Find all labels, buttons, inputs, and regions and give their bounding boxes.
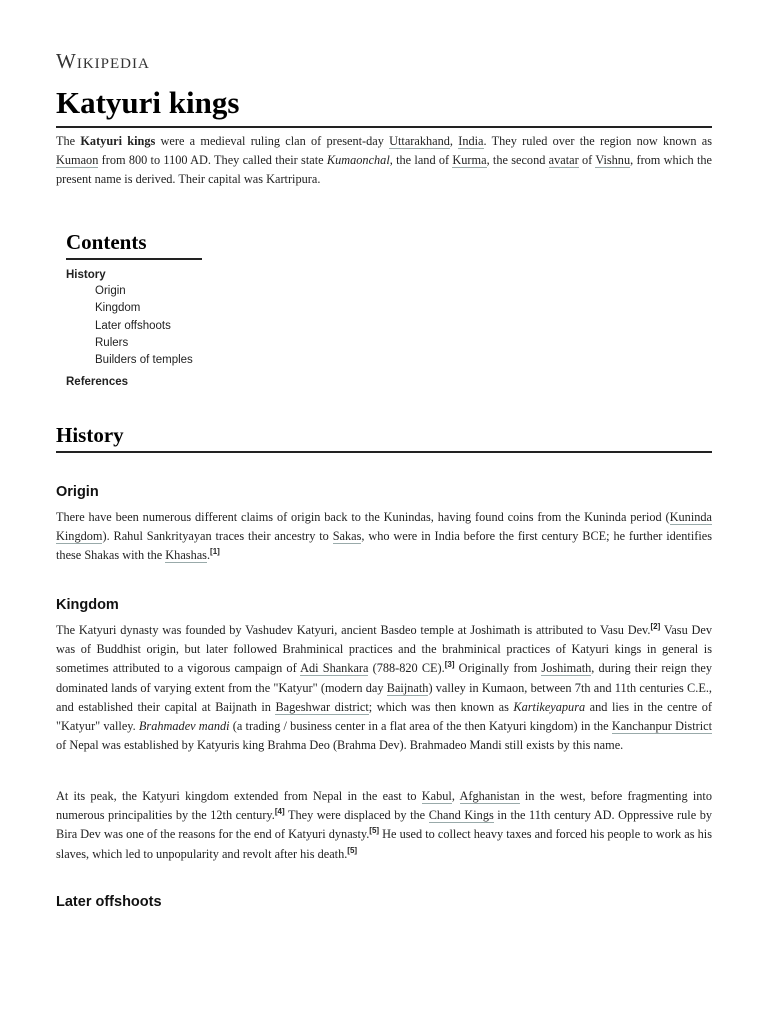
text: . — [206, 548, 211, 563]
link-baijnath[interactable]: Baijnath — [386, 680, 429, 695]
kingdom-paragraph-1 — [56, 621, 712, 755]
text: were a medieval ruling clan of present-day — [155, 134, 390, 148]
text: ). Rahul Sankrityayan traces their ancestry to — [102, 529, 333, 544]
subsection-heading-kingdom: Kingdom — [56, 597, 119, 613]
text: , during their reign they dominated lands of varying extent from the "Katyur" (modern day — [56, 661, 712, 695]
toc-item-origin[interactable]: Origin — [95, 285, 126, 297]
toc-item-later-offshoots[interactable]: Later offshoots — [95, 319, 171, 332]
text: At its peak, the Katyuri kingdom extended from Nepal in the east to — [56, 789, 422, 803]
link-kanchanpur-district[interactable]: Kanchanpur District — [611, 719, 712, 734]
text: (a trading / business center in a flat area of the then Katyuri kingdom) in the — [229, 719, 612, 734]
subsection-heading-origin: Origin — [56, 484, 99, 500]
italic-term: Brahmadev mandi — [138, 719, 230, 734]
link-kumaon[interactable]: Kumaon — [56, 153, 99, 168]
text: and lies in the centre of "Katyur" valley. — [56, 699, 712, 734]
link-bageshwar-district[interactable]: Bageshwar district — [275, 699, 369, 714]
text: of Nepal was established by Katyuris king Brahma Deo (Brahma Dev). Brahmadeo Mandi still exists by this name. — [56, 738, 624, 753]
text: , from which the present name is derived. Their capital was Kartripura. — [56, 153, 713, 187]
toc-item-rulers[interactable]: Rulers — [95, 336, 129, 349]
link-vishnu[interactable]: Vishnu — [595, 153, 631, 168]
link-khashas[interactable]: Khashas — [165, 548, 207, 563]
link-sakas[interactable]: Sakas — [332, 529, 362, 544]
page-title: Katyuri kings — [56, 84, 712, 128]
text: The Katyuri dynasty was founded by Vashudev Katyuri, ancient Basdeo temple at Joshimath is attributed to Vasu Dev. — [56, 623, 651, 637]
italic-term: Kartikeyapura — [513, 699, 586, 714]
text: in the west, before fragmenting into numerous principalities by the 12th century. — [56, 789, 712, 823]
link-chand-kings[interactable]: Chand Kings — [428, 808, 494, 823]
reference-link[interactable]: [2] — [650, 621, 661, 631]
text: ) valley in Kumaon, between 7th and 11th centuries C.E., and established their capital at Baijnath in — [56, 680, 712, 714]
table-of-contents — [66, 228, 266, 390]
intro-paragraph — [56, 132, 712, 190]
reference-link[interactable]: [5] — [347, 845, 358, 855]
text: There have been numerous different claims of origin back to the Kunindas, having found coins from the Kuninda period ( — [56, 510, 670, 524]
italic-term: Kumaonchal — [326, 153, 390, 168]
text: , — [451, 789, 460, 803]
toc-title: Contents — [66, 228, 202, 260]
reference-link[interactable]: [1] — [210, 547, 220, 557]
origin-paragraph — [56, 508, 712, 566]
reference-link[interactable]: [4] — [274, 807, 285, 817]
kingdom-paragraph-2 — [56, 787, 712, 864]
text: They were displaced by the — [284, 808, 429, 823]
text: Vasu Dev was of Buddhist origin, but later followed Brahminical practices and the brahminical practices of Katyuri kings in general is sometimes attributed to a vigorous campaign of — [56, 623, 712, 676]
text: , who were in India before the first century BCE; he further identifies these Shakas with the — [56, 529, 712, 563]
link-india[interactable]: India — [458, 134, 484, 148]
link-adi-shankara[interactable]: Adi Shankara — [300, 661, 369, 676]
text: of — [578, 153, 596, 168]
text: , the land of — [389, 153, 453, 168]
link-joshimath[interactable]: Joshimath — [541, 661, 592, 676]
link-kuninda-kingdom[interactable]: Kuninda Kingdom — [56, 510, 712, 544]
section-heading-history: History — [56, 421, 712, 453]
text: from 800 to 1100 AD. They called their state — [98, 153, 327, 168]
text: in the 11th century AD. Oppressive rule by Bira Dev was one of the reasons for the end of Katyuri dynasty. — [56, 808, 713, 842]
text: He used to collect heavy taxes and forced his people to work as his slaves, which led to unpopularity and revolt after his death. — [56, 827, 712, 861]
text: , the second — [486, 153, 549, 168]
link-kurma[interactable]: Kurma — [452, 153, 487, 168]
link-uttarakhand[interactable]: Uttarakhand — [389, 134, 450, 148]
link-kabul[interactable]: Kabul — [421, 789, 452, 803]
text: The — [56, 134, 81, 148]
subsection-heading-later-offshoots: Later offshoots — [56, 894, 162, 910]
text: , — [449, 134, 459, 148]
link-afghanistan[interactable]: Afghanistan — [459, 789, 520, 803]
wikipedia-wordmark[interactable]: Wikipedia — [56, 49, 150, 73]
toc-item-builders-of-temples[interactable]: Builders of temples — [95, 354, 193, 367]
text: Originally from — [454, 661, 542, 676]
reference-link[interactable]: [5] — [369, 826, 380, 836]
reference-link[interactable]: [3] — [444, 660, 455, 670]
toc-item-references[interactable]: References — [66, 376, 129, 389]
text: ; which was then known as — [368, 699, 514, 714]
toc-item-history[interactable]: History — [66, 269, 106, 281]
toc-item-kingdom[interactable]: Kingdom — [95, 302, 141, 315]
bold-term: Katyuri kings — [80, 134, 156, 148]
text: (788-820 CE). — [368, 661, 445, 676]
link-avatar[interactable]: avatar — [548, 153, 579, 168]
text: . They ruled over the region now known as — [483, 134, 713, 148]
